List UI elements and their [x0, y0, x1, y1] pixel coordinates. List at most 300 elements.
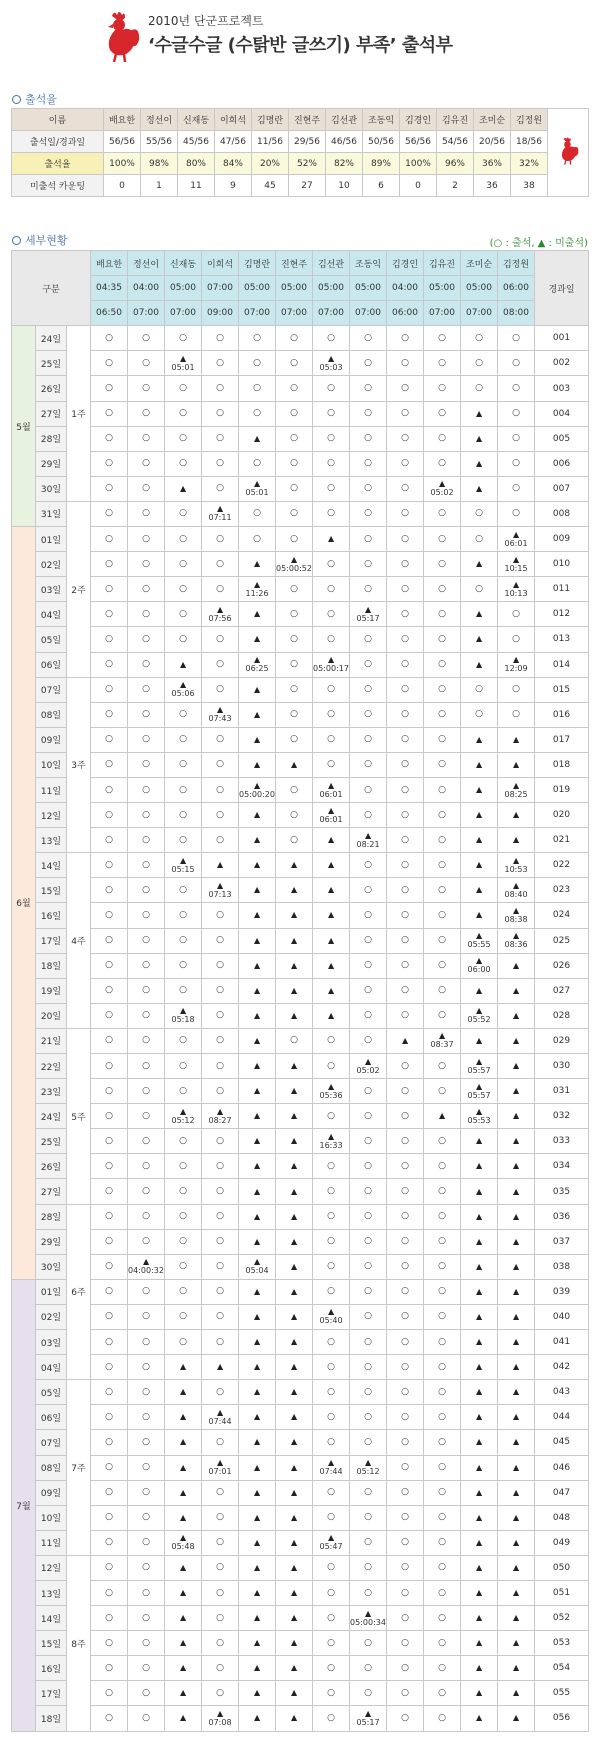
member-name-cell: 진현주 — [289, 109, 326, 131]
present-mark: ○ — [438, 809, 446, 820]
present-mark: ○ — [364, 1135, 372, 1146]
attendance-cell — [387, 577, 424, 602]
attendance-cell — [313, 577, 350, 602]
member-name-cell: 김선관 — [313, 251, 350, 276]
attendance-cell — [313, 1555, 350, 1580]
rate-value-cell: 20% — [252, 153, 289, 175]
attendance-cell — [202, 476, 239, 501]
att-value-cell: 56/56 — [400, 131, 437, 153]
absent-mark: ▲ — [290, 1286, 298, 1296]
attendance-cell — [461, 351, 498, 376]
attendance-cell — [350, 476, 387, 501]
present-mark: ○ — [216, 332, 224, 343]
attendance-cell — [276, 1028, 313, 1053]
present-mark: ○ — [364, 1687, 372, 1698]
member-name-cell: 김경인 — [387, 251, 424, 276]
absent-mark: ▲ — [253, 1512, 261, 1522]
attendance-cell — [461, 627, 498, 652]
start-time-cell: 06:00 — [498, 276, 535, 301]
absent-mark: ▲ — [327, 885, 335, 895]
absent-mark: ▲ — [512, 1186, 520, 1196]
attendance-cell — [276, 1304, 313, 1329]
attendance-cell — [498, 426, 535, 451]
present-mark: ○ — [105, 508, 113, 519]
attendance-cell — [461, 978, 498, 1003]
attendance-cell — [128, 652, 165, 677]
end-time-cell: 06:50 — [91, 301, 128, 326]
end-time-cell: 09:00 — [202, 301, 239, 326]
absent-mark: ▲ — [327, 860, 335, 870]
absent-mark: ▲ — [179, 353, 187, 363]
present-mark: ○ — [216, 558, 224, 569]
attendance-cell — [276, 1380, 313, 1405]
present-mark: ○ — [105, 1160, 113, 1171]
present-mark: ○ — [438, 709, 446, 720]
att-value-cell: 18/56 — [511, 131, 548, 153]
absent-mark: ▲ — [179, 1588, 187, 1598]
absent-mark: ▲ — [290, 1688, 298, 1698]
attendance-cell — [424, 527, 461, 552]
absent-mark: ▲ — [512, 1061, 520, 1071]
attendance-cell — [313, 1028, 350, 1053]
attendance-cell — [128, 1054, 165, 1079]
attendance-cell — [276, 1079, 313, 1104]
attendance-cell — [424, 928, 461, 953]
attendance-cell — [387, 376, 424, 401]
attendance-cell — [165, 1204, 202, 1229]
present-mark: ○ — [105, 357, 113, 368]
absent-mark: ▲ — [327, 534, 335, 544]
present-mark: ○ — [327, 734, 335, 745]
rate-label-cell: 출석율 — [12, 153, 104, 175]
wake-time-text: 05:15 — [171, 864, 195, 874]
absent-mark: ▲ — [475, 408, 483, 418]
present-mark: ○ — [216, 759, 224, 770]
present-mark: ○ — [142, 1512, 150, 1523]
present-mark: ○ — [327, 1637, 335, 1648]
attendance-cell — [461, 677, 498, 702]
attendance-cell — [498, 1580, 535, 1605]
absent-mark: ▲ — [475, 1387, 483, 1397]
attendance-cell — [91, 1129, 128, 1154]
present-mark: ○ — [364, 1035, 372, 1046]
attendance-cell — [202, 1330, 239, 1355]
attendance-cell — [165, 552, 202, 577]
elapsed-day-cell: 017 — [535, 727, 589, 752]
present-mark: ○ — [364, 1286, 372, 1297]
attendance-cell — [128, 376, 165, 401]
attendance-cell — [350, 1003, 387, 1028]
day-row — [12, 1003, 589, 1028]
day-row — [12, 602, 589, 627]
present-mark: ○ — [179, 1261, 187, 1272]
present-mark: ○ — [216, 1537, 224, 1548]
attendance-cell — [350, 1304, 387, 1329]
rate-value-cell: 80% — [178, 153, 215, 175]
day-cell: 03일 — [36, 1330, 67, 1355]
attendance-cell — [387, 1003, 424, 1028]
elapsed-day-cell: 056 — [535, 1706, 589, 1731]
day-cell: 09일 — [36, 727, 67, 752]
present-mark: ○ — [179, 709, 187, 720]
attendance-cell — [461, 1681, 498, 1706]
present-mark: ○ — [216, 784, 224, 795]
attendance-cell — [498, 903, 535, 928]
elapsed-day-cell: 043 — [535, 1380, 589, 1405]
present-mark: ○ — [364, 583, 372, 594]
present-mark: ○ — [364, 1637, 372, 1648]
elapsed-day-cell: 025 — [535, 928, 589, 953]
absent-mark: ▲ — [327, 1307, 335, 1317]
present-mark: ○ — [438, 1060, 446, 1071]
absent-mark: ▲ — [475, 1362, 483, 1372]
attendance-cell — [91, 1304, 128, 1329]
present-mark: ○ — [364, 408, 372, 419]
attendance-cell — [387, 828, 424, 853]
attendance-cell — [350, 451, 387, 476]
start-time-cell: 05:00 — [350, 276, 387, 301]
attendance-cell — [387, 803, 424, 828]
attendance-cell — [202, 1380, 239, 1405]
attendance-cell — [461, 828, 498, 853]
absent-mark: ▲ — [327, 1458, 335, 1468]
present-mark: ○ — [438, 1386, 446, 1397]
attendance-cell — [276, 376, 313, 401]
elapsed-day-cell: 048 — [535, 1505, 589, 1530]
attendance-cell — [498, 1631, 535, 1656]
present-mark: ○ — [401, 659, 409, 670]
start-time-cell: 05:00 — [424, 276, 461, 301]
attendance-detail-table — [11, 250, 589, 1732]
attendance-cell — [202, 1480, 239, 1505]
attendance-cell — [387, 552, 424, 577]
attendance-cell — [350, 501, 387, 526]
absent-mark: ▲ — [475, 1311, 483, 1321]
absent-mark: ▲ — [253, 1537, 261, 1547]
present-mark: ○ — [179, 1336, 187, 1347]
member-name-cell: 김유진 — [424, 251, 461, 276]
absent-mark: ▲ — [512, 1086, 520, 1096]
present-mark: ○ — [438, 1512, 446, 1523]
elapsed-day-cell: 018 — [535, 752, 589, 777]
attendance-cell — [387, 1129, 424, 1154]
member-name-cell: 김선관 — [326, 109, 363, 131]
attendance-cell — [239, 853, 276, 878]
present-mark: ○ — [290, 834, 298, 845]
attendance-cell — [239, 1154, 276, 1179]
rate-value-cell: 32% — [511, 153, 548, 175]
present-mark: ○ — [290, 458, 298, 469]
wake-time-text: 08:36 — [504, 940, 528, 950]
absent-mark: ▲ — [290, 1537, 298, 1547]
attendance-cell — [91, 552, 128, 577]
present-mark: ○ — [327, 709, 335, 720]
attendance-cell — [461, 1154, 498, 1179]
attendance-cell — [276, 677, 313, 702]
present-mark: ○ — [364, 383, 372, 394]
elapsed-day-cell: 028 — [535, 1003, 589, 1028]
present-mark: ○ — [401, 433, 409, 444]
day-row — [12, 1154, 589, 1179]
present-mark: ○ — [438, 1587, 446, 1598]
attendance-cell — [313, 702, 350, 727]
attendance-cell — [313, 853, 350, 878]
elapsed-day-cell: 015 — [535, 677, 589, 702]
elapsed-day-cell: 021 — [535, 828, 589, 853]
attendance-cell — [424, 903, 461, 928]
attendance-cell — [461, 1355, 498, 1380]
present-mark: ○ — [438, 960, 446, 971]
absent-mark: ▲ — [290, 1311, 298, 1321]
attendance-cell — [387, 978, 424, 1003]
absent-mark: ▲ — [253, 1211, 261, 1221]
attendance-cell — [239, 803, 276, 828]
absent-mark: ▲ — [253, 1286, 261, 1296]
wake-time-text: 06:01 — [319, 814, 343, 824]
attendance-cell — [276, 476, 313, 501]
attendance-cell — [202, 1229, 239, 1254]
attendance-cell — [424, 1254, 461, 1279]
elapsed-day-cell: 023 — [535, 878, 589, 903]
attendance-cell — [202, 627, 239, 652]
present-mark: ○ — [327, 433, 335, 444]
present-mark: ○ — [290, 357, 298, 368]
day-row — [12, 702, 589, 727]
attendance-cell — [91, 1154, 128, 1179]
attendance-cell — [424, 426, 461, 451]
day-row — [12, 1279, 589, 1304]
attendance-cell — [424, 602, 461, 627]
absent-mark: ▲ — [364, 830, 372, 840]
present-mark: ○ — [216, 433, 224, 444]
day-row — [12, 351, 589, 376]
absent-mark: ▲ — [179, 1688, 187, 1698]
absent-mark: ▲ — [179, 1106, 187, 1116]
day-cell: 06일 — [36, 652, 67, 677]
attendance-cell — [276, 401, 313, 426]
attendance-cell — [128, 577, 165, 602]
present-mark: ○ — [142, 533, 150, 544]
absent-mark: ▲ — [253, 1713, 261, 1723]
day-cell: 13일 — [36, 1580, 67, 1605]
attendance-cell — [239, 677, 276, 702]
absent-mark: ▲ — [475, 559, 483, 569]
attendance-cell — [165, 1003, 202, 1028]
attendance-cell — [239, 1003, 276, 1028]
present-mark: ○ — [105, 1487, 113, 1498]
attendance-cell — [313, 1405, 350, 1430]
attendance-cell — [91, 1430, 128, 1455]
member-name-cell: 정선이 — [141, 109, 178, 131]
wake-time-text: 07:44 — [208, 1416, 232, 1426]
absent-mark: ▲ — [512, 1010, 520, 1020]
absent-mark: ▲ — [290, 1663, 298, 1673]
attendance-cell — [313, 878, 350, 903]
attendance-cell — [424, 1054, 461, 1079]
present-mark: ○ — [105, 1612, 113, 1623]
present-mark: ○ — [179, 1186, 187, 1197]
present-mark: ○ — [142, 633, 150, 644]
present-mark: ○ — [290, 734, 298, 745]
attendance-cell — [350, 853, 387, 878]
attendance-cell — [128, 552, 165, 577]
present-mark: ○ — [438, 433, 446, 444]
attendance-cell — [276, 1631, 313, 1656]
present-mark: ○ — [142, 1236, 150, 1247]
week-cell: 8주 — [67, 1555, 91, 1731]
wake-time-text: 10:15 — [504, 563, 528, 573]
absent-mark: ▲ — [290, 1261, 298, 1271]
present-mark: ○ — [438, 1687, 446, 1698]
start-time-cell: 05:00 — [276, 276, 313, 301]
absent-mark: ▲ — [512, 1613, 520, 1623]
absent-mark: ▲ — [512, 1286, 520, 1296]
day-cell: 07일 — [36, 677, 67, 702]
present-mark: ○ — [216, 1487, 224, 1498]
present-mark: ○ — [216, 684, 224, 695]
attendance-cell — [128, 1079, 165, 1104]
attendance-cell — [461, 752, 498, 777]
attendance-cell — [387, 1606, 424, 1631]
absent-mark: ▲ — [253, 1663, 261, 1673]
absent-mark: ▲ — [475, 1713, 483, 1723]
attendance-cell — [424, 552, 461, 577]
present-mark: ○ — [142, 1361, 150, 1372]
present-mark: ○ — [179, 332, 187, 343]
absent-mark: ▲ — [438, 1111, 446, 1121]
attendance-cell — [461, 1380, 498, 1405]
attendance-cell — [239, 602, 276, 627]
absent-mark: ▲ — [512, 1311, 520, 1321]
member-name-cell: 조미순 — [474, 109, 511, 131]
absent-mark: ▲ — [475, 1487, 483, 1497]
attendance-cell — [165, 1555, 202, 1580]
present-mark: ○ — [216, 809, 224, 820]
absent-mark: ▲ — [364, 1708, 372, 1718]
attendance-cell — [424, 351, 461, 376]
present-mark: ○ — [364, 1512, 372, 1523]
absent-mark: ▲ — [512, 1211, 520, 1221]
present-mark: ○ — [401, 1587, 409, 1598]
wake-time-text: 05:17 — [356, 1717, 380, 1727]
present-mark: ○ — [142, 1010, 150, 1021]
attendance-cell — [128, 1154, 165, 1179]
absent-mark: ▲ — [216, 860, 224, 870]
absent-mark: ▲ — [512, 1111, 520, 1121]
elapsed-day-cell: 053 — [535, 1631, 589, 1656]
present-mark: ○ — [142, 332, 150, 343]
attendance-cell — [498, 702, 535, 727]
present-mark: ○ — [179, 884, 187, 895]
rate-value-cell: 100% — [104, 153, 141, 175]
attendance-cell — [91, 351, 128, 376]
absent-mark: ▲ — [290, 985, 298, 995]
present-mark: ○ — [253, 533, 261, 544]
absent-mark: ▲ — [179, 1362, 187, 1372]
present-mark: ○ — [253, 383, 261, 394]
absent-mark: ▲ — [290, 1186, 298, 1196]
attendance-cell — [498, 1480, 535, 1505]
attendance-cell — [424, 1606, 461, 1631]
attendance-cell — [461, 1580, 498, 1605]
present-mark: ○ — [364, 734, 372, 745]
present-mark: ○ — [401, 1085, 409, 1096]
day-row — [12, 978, 589, 1003]
attendance-cell — [387, 351, 424, 376]
attendance-cell — [461, 602, 498, 627]
attendance-cell — [91, 501, 128, 526]
attendance-cell — [91, 1631, 128, 1656]
attendance-cell — [350, 828, 387, 853]
attendance-cell — [239, 577, 276, 602]
absent-mark: ▲ — [475, 860, 483, 870]
day-cell: 28일 — [36, 426, 67, 451]
wake-time-text: 08:38 — [504, 914, 528, 924]
elapsed-day-cell: 029 — [535, 1028, 589, 1053]
attendance-cell — [239, 1631, 276, 1656]
absent-mark: ▲ — [438, 479, 446, 489]
elapsed-day-cell: 032 — [535, 1104, 589, 1129]
absent-mark: ▲ — [364, 1056, 372, 1066]
attendance-cell — [202, 501, 239, 526]
member-name-cell: 배요한 — [104, 109, 141, 131]
attendance-cell — [424, 577, 461, 602]
present-mark: ○ — [142, 408, 150, 419]
absent-mark: ▲ — [475, 1537, 483, 1547]
present-mark: ○ — [105, 734, 113, 745]
attendance-cell — [165, 1154, 202, 1179]
attendance-cell — [313, 1304, 350, 1329]
elapsed-day-cell: 035 — [535, 1179, 589, 1204]
present-mark: ○ — [401, 1662, 409, 1673]
attendance-cell — [165, 426, 202, 451]
absent-mark: ▲ — [327, 805, 335, 815]
day-cell: 25일 — [36, 1129, 67, 1154]
miss-value-cell: 0 — [400, 175, 437, 197]
attendance-cell — [239, 1505, 276, 1530]
attendance-cell — [202, 1154, 239, 1179]
attendance-cell — [350, 677, 387, 702]
day-row — [12, 1204, 589, 1229]
attendance-cell — [239, 1304, 276, 1329]
present-mark: ○ — [179, 1311, 187, 1322]
absent-mark: ▲ — [475, 1688, 483, 1698]
present-mark: ○ — [179, 633, 187, 644]
present-mark: ○ — [512, 383, 520, 394]
absent-mark: ▲ — [475, 956, 483, 966]
present-mark: ○ — [327, 458, 335, 469]
section-detail-label: 세부현황 — [25, 234, 68, 247]
attendance-cell — [387, 727, 424, 752]
day-cell: 21일 — [36, 1028, 67, 1053]
absent-mark: ▲ — [290, 1412, 298, 1422]
day-cell: 25일 — [36, 351, 67, 376]
absent-mark: ▲ — [179, 680, 187, 690]
present-mark: ○ — [105, 1712, 113, 1723]
present-mark: ○ — [105, 608, 113, 619]
attendance-cell — [128, 1555, 165, 1580]
day-cell: 13일 — [36, 828, 67, 853]
start-time-cell: 05:00 — [165, 276, 202, 301]
present-mark: ○ — [179, 608, 187, 619]
attendance-cell — [91, 1480, 128, 1505]
present-mark: ○ — [327, 1687, 335, 1698]
present-mark: ○ — [179, 1236, 187, 1247]
attendance-cell — [387, 1405, 424, 1430]
attendance-cell — [424, 1003, 461, 1028]
present-mark: ○ — [438, 734, 446, 745]
attendance-cell — [239, 627, 276, 652]
